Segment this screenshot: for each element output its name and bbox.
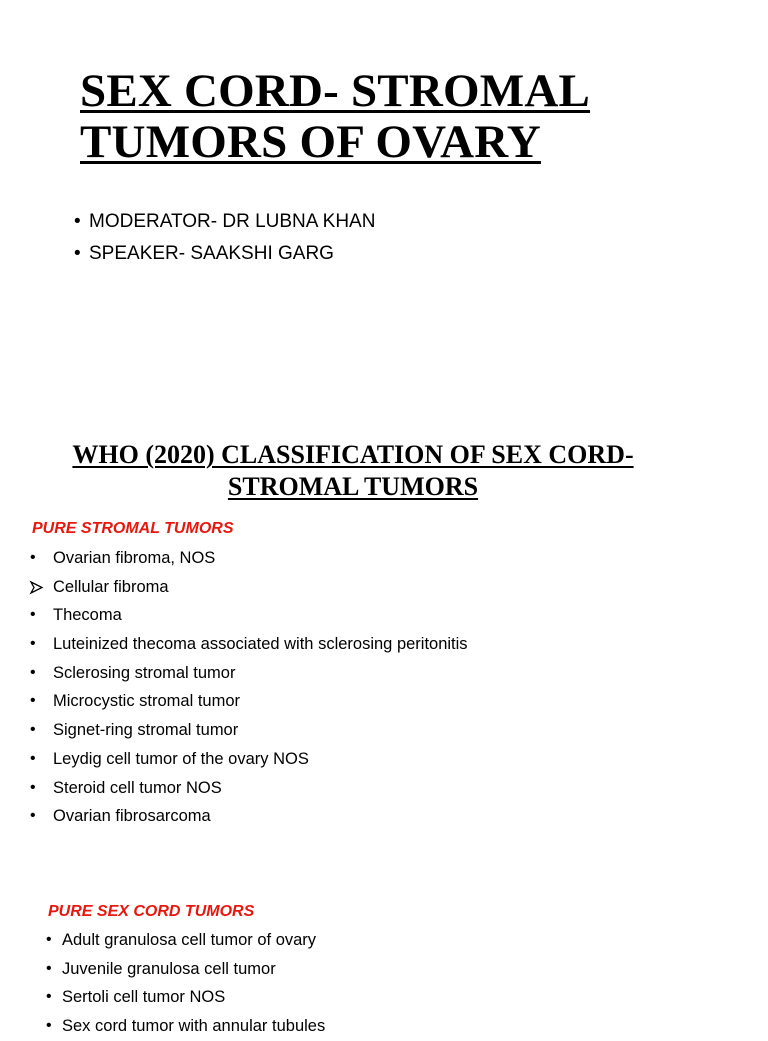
- bullet-icon: •: [46, 1017, 52, 1035]
- list-item-text: Cellular fibroma: [53, 577, 169, 596]
- list-item: [30, 659, 468, 688]
- list-item-text: Sertoli cell tumor NOS: [62, 988, 226, 1007]
- classification-heading: [0, 439, 706, 503]
- credits-list: [74, 206, 375, 270]
- bullet-icon: •: [30, 721, 36, 739]
- slide-title: [80, 66, 590, 168]
- list-item: [46, 983, 325, 1012]
- arrow-bullet-icon: [30, 581, 53, 594]
- bullet-icon: •: [30, 606, 36, 624]
- list-item: [30, 802, 468, 831]
- pure-sex-cord-list: [46, 926, 325, 1041]
- list-item-text: Juvenile granulosa cell tumor: [62, 959, 276, 978]
- list-item: [30, 601, 468, 630]
- list-item-text: Adult granulosa cell tumor of ovary: [62, 931, 317, 949]
- credit-text: MODERATOR- DR LUBNA KHAN: [89, 211, 376, 232]
- list-item: [46, 926, 325, 955]
- list-item: [30, 573, 468, 602]
- list-item-text: Microcystic stromal tumor: [53, 692, 241, 711]
- moderator-credit: [74, 206, 375, 238]
- credit-text: SPEAKER- SAAKSHI GARG: [89, 243, 334, 264]
- list-item-text: Luteinized thecoma associated with sclerosing peritonitis: [53, 635, 468, 654]
- bullet-icon: •: [46, 988, 52, 1006]
- list-item: [30, 630, 468, 659]
- bullet-icon: •: [46, 931, 52, 948]
- list-item: [30, 745, 468, 774]
- speaker-credit: [74, 238, 375, 270]
- bullet-icon: •: [30, 663, 36, 681]
- list-item: [46, 1012, 325, 1041]
- pure-stromal-label: PURE STROMAL TUMORS: [32, 520, 234, 537]
- list-item-text: Ovarian fibroma, NOS: [53, 549, 216, 567]
- bullet-icon: •: [74, 243, 81, 264]
- bullet-icon: •: [30, 778, 36, 796]
- bullet-icon: •: [46, 959, 52, 977]
- list-item-text: Signet-ring stromal tumor: [53, 721, 239, 740]
- list-item-text: Sclerosing stromal tumor: [53, 663, 236, 682]
- bullet-icon: •: [30, 635, 36, 653]
- classification-heading-line: WHO (2020) CLASSIFICATION OF SEX CORD-: [72, 440, 634, 469]
- bullet-icon: •: [74, 211, 81, 232]
- list-item: [46, 955, 325, 984]
- slide-title-line: TUMORS OF OVARY: [80, 116, 541, 168]
- list-item-text: Thecoma: [53, 606, 122, 625]
- bullet-icon: •: [30, 692, 36, 710]
- list-item: [30, 774, 468, 803]
- bullet-icon: •: [30, 549, 36, 566]
- list-item-text: Sex cord tumor with annular tubules: [62, 1017, 326, 1036]
- list-item-text: Leydig cell tumor of the ovary NOS: [53, 749, 309, 768]
- classification-heading-line: STROMAL TUMORS: [227, 472, 479, 501]
- slide-title-line: SEX CORD- STROMAL: [80, 65, 591, 117]
- bullet-icon: •: [30, 807, 36, 825]
- list-item: [30, 687, 468, 716]
- list-item-text: Steroid cell tumor NOS: [53, 778, 222, 797]
- list-item: [30, 544, 468, 573]
- list-item-text: Ovarian fibrosarcoma: [53, 807, 211, 826]
- bullet-icon: •: [30, 749, 36, 767]
- pure-sex-cord-label: PURE SEX CORD TUMORS: [48, 903, 255, 920]
- pure-stromal-list: [30, 544, 468, 831]
- list-item: [30, 716, 468, 745]
